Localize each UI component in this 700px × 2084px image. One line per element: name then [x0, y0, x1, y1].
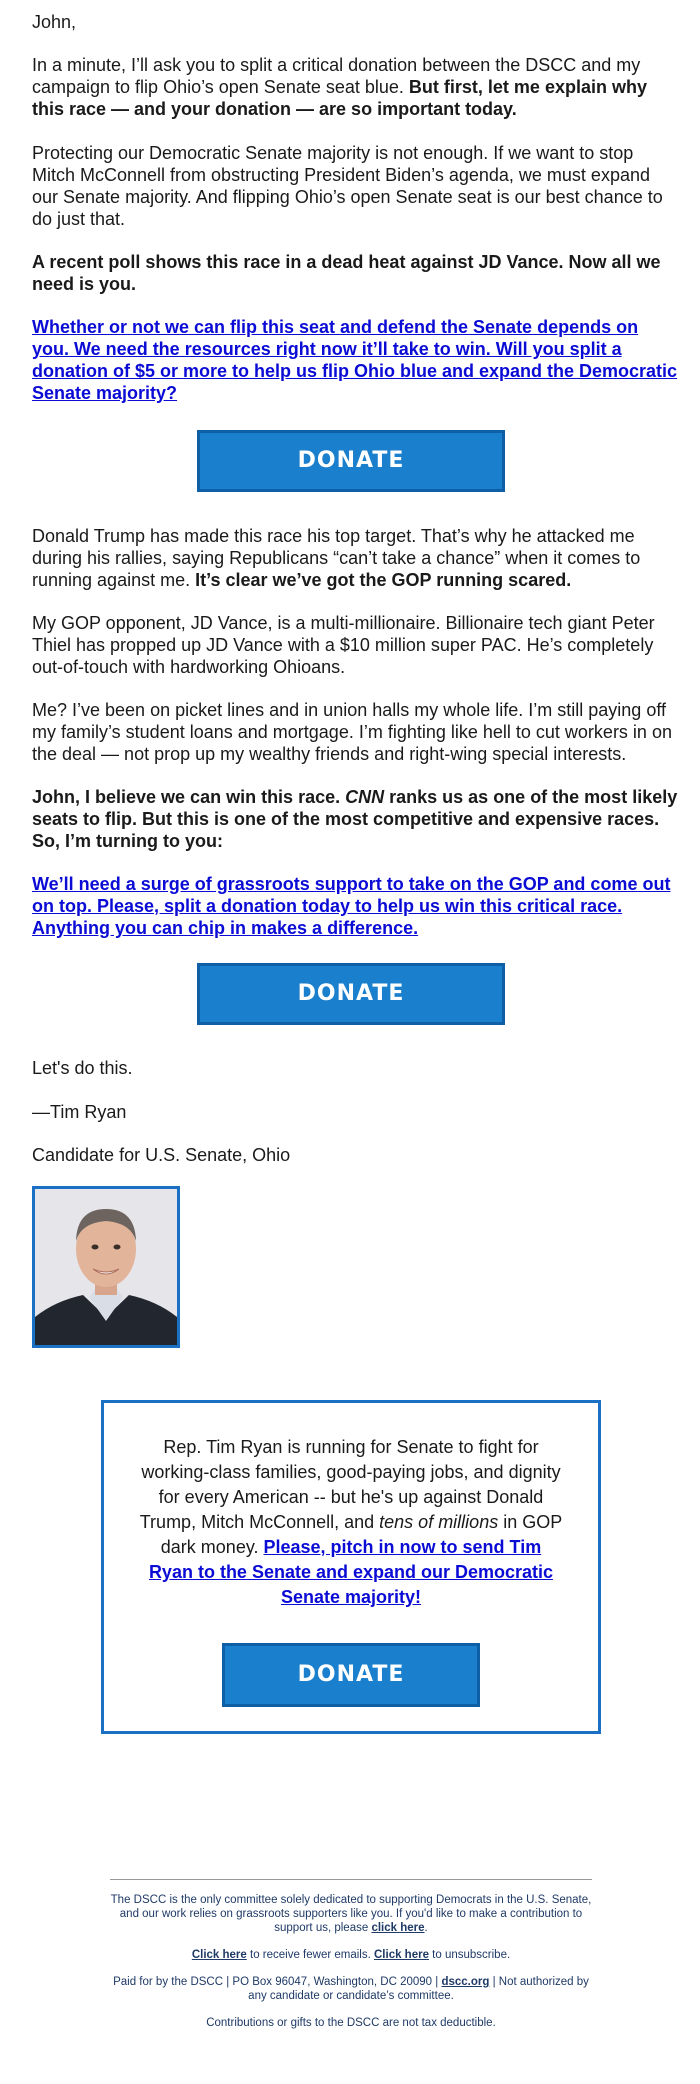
- unsubscribe-link[interactable]: Click here: [374, 1949, 429, 1961]
- callout-italic: tens of millions: [379, 1512, 499, 1532]
- signature-title: Candidate for U.S. Senate, Ohio: [32, 1145, 291, 1165]
- callout-text-a: Rep. Tim Ryan is running for Senate to fight for working-class families, good-paying jobs, and dignity for every American -- but he's up against Donald Trump, Mitch McConnell, and: [139, 1437, 561, 1532]
- donate-button-2[interactable]: DONATE: [197, 963, 505, 1025]
- dscc-site-link[interactable]: dscc.org: [441, 1976, 490, 1988]
- intro-text: In a minute, I’ll ask you to split a critical donation between the DSCC and my campaign to flip Ohio’s open Senate seat blue.: [32, 55, 641, 97]
- footer-prefs-end: to unsubscribe.: [428, 1949, 511, 1961]
- poll-bold: A recent poll shows this race in a dead heat against JD Vance. Now all we need is you.: [32, 252, 661, 294]
- trump-text: Donald Trump has made this race his top target. That’s why he attacked me during his rallies, saying Republicans “can’t take a chance” when it comes to running against me.: [32, 526, 641, 590]
- footer-committee-end: .: [424, 1922, 428, 1934]
- callout-donate-link[interactable]: Please, pitch in now to send Tim Ryan to the Senate and expand our Democratic Senate majority!: [148, 1537, 554, 1607]
- intro-paragraph: [32, 54, 678, 120]
- background-paragraph: Me? I’ve been on picket lines and in union halls my whole life. I’m still paying off my family’s student loans and mortgage. I’m fighting like hell to cut workers in on the deal — not prop up my wealthy friends and right-wing special interests.: [32, 700, 672, 764]
- cnn-italic: CNN: [345, 787, 385, 807]
- footer-committee: [110, 1893, 592, 1935]
- donate-button-3[interactable]: DONATE: [222, 1643, 480, 1707]
- footer-paid-text: Paid for by the DSCC | PO Box 96047, Washington, DC 20090 |: [113, 1976, 442, 1988]
- callout-text-c: in GOP dark money.: [160, 1512, 563, 1557]
- donate-button-1[interactable]: DONATE: [197, 430, 505, 492]
- footer: [110, 1879, 592, 2030]
- win-paragraph: [32, 786, 678, 852]
- footer-committee-text: The DSCC is the only committee solely dedicated to supporting Democrats in the U.S. Senate, and our work relies on grassroots supporters like you. If you'd like to make a contribution to support us, please: [110, 1894, 592, 1934]
- majority-paragraph: Protecting our Democratic Senate majority is not enough. If we want to stop Mitch McConnell from obstructing President Biden’s agenda, we must expand our Senate majority. And flipping Ohio’s open Senate seat is our best chance to do just that.: [32, 143, 663, 229]
- greeting: John,: [32, 12, 77, 32]
- win-bold-c: ranks us as one of the most likely seats to flip. But this is one of the most competitive and expensive races. So, I’m turning to you:: [32, 787, 678, 851]
- callout-text: [139, 1435, 563, 1610]
- portrait-illustration: [35, 1189, 177, 1345]
- signature-name: —Tim Ryan: [32, 1102, 127, 1122]
- footer-email-prefs: [110, 1948, 592, 1962]
- footer-contribute-link[interactable]: click here: [371, 1922, 425, 1934]
- lets-do-this: Let's do this.: [32, 1058, 133, 1078]
- opponent-paragraph: My GOP opponent, JD Vance, is a multi-millionaire. Billionaire tech giant Peter Thiel has propped up JD Vance with a $10 million super PAC. He’s completely out-of-touch with hardworking Ohioans.: [32, 613, 655, 677]
- fewer-emails-link[interactable]: Click here: [191, 1949, 247, 1961]
- poll-paragraph: [32, 251, 678, 295]
- footer-paid-end: | Not authorized by any candidate or candidate’s committee.: [248, 1976, 589, 2002]
- trump-bold: It’s clear we’ve got the GOP running scared.: [195, 570, 572, 590]
- trump-paragraph: [32, 525, 678, 591]
- donate-text-link-1[interactable]: Whether or not we can flip this seat and defend the Senate depends on you. We need the resources right now it’ll take to win. Will you split a donation of $5 or more to help us flip Ohio blue and expand the Democratic Senate majority?: [32, 317, 678, 403]
- win-bold: [32, 787, 677, 851]
- donate-link-paragraph-2: [32, 873, 678, 939]
- donate-text-link-2[interactable]: We’ll need a surge of grassroots support to take on the GOP and come out on top. Please, split a donation today to help us win this critical race. Anything you can chip in makes a difference.: [32, 874, 671, 938]
- win-bold-a: John, I believe we can win this race.: [32, 787, 346, 807]
- callout-box: [101, 1400, 601, 1734]
- footer-prefs-mid: to receive fewer emails.: [246, 1949, 374, 1961]
- candidate-photo: [32, 1186, 180, 1348]
- footer-tax: Contributions or gifts to the DSCC are not tax deductible.: [206, 2017, 496, 2029]
- footer-paid-for: [110, 1975, 592, 2003]
- intro-bold: But first, let me explain why this race — and your donation — are so important today.: [32, 77, 647, 119]
- donate-link-paragraph: [32, 316, 678, 404]
